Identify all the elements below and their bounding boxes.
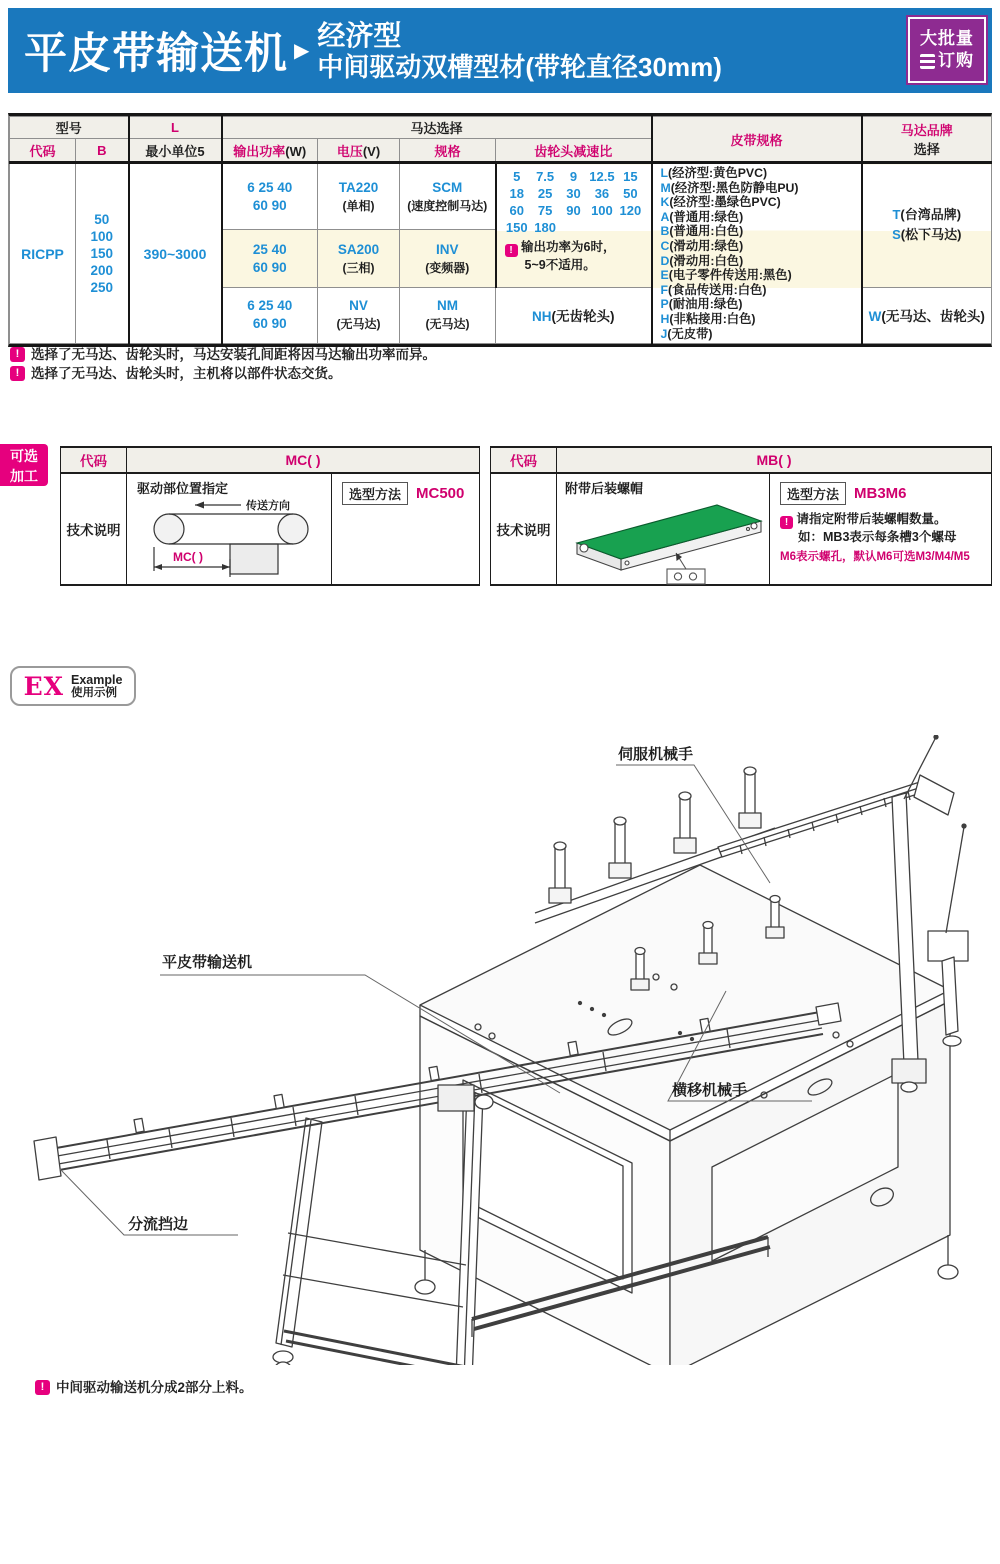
col-header-model: 型号 bbox=[10, 117, 129, 139]
mb-belt-drawing bbox=[565, 497, 769, 585]
page-subtitle bbox=[317, 20, 721, 82]
cell-power-r3: 6 25 40 60 90 bbox=[222, 287, 318, 343]
page-header-banner bbox=[8, 8, 992, 93]
subtitle-desc: 中间驱动双槽型材(带轮直径30mm) bbox=[317, 51, 722, 82]
order-list-icon bbox=[920, 54, 935, 69]
optional-processing-badge: 可选 加工 bbox=[0, 444, 48, 486]
cell-brand-w: W(无马达、齿轮头) bbox=[862, 287, 992, 343]
mc-method-label: 选型方法 bbox=[342, 482, 408, 505]
cell-brand-ts: T(台湾品牌) S(松下马达) bbox=[862, 163, 992, 288]
bulk-order-line1: 大批量 bbox=[920, 29, 974, 48]
spec-table bbox=[8, 113, 992, 347]
note-2: ! 选择了无马达、齿轮头时，主机将以部件状态交货。 bbox=[10, 364, 436, 383]
col-header-l-sub: 最小单位5 bbox=[129, 139, 222, 163]
mc-dim-label: MC( ) bbox=[173, 550, 203, 564]
mb-illustration bbox=[557, 474, 770, 584]
bottom-note: ! 中间驱动输送机分成2部分上料。 bbox=[35, 1378, 253, 1397]
cell-gear-nh: NH(无齿轮头) bbox=[496, 287, 652, 343]
label-servo-robot: 伺服机械手 bbox=[618, 746, 694, 763]
example-diagram bbox=[20, 735, 980, 1370]
cell-voltage-r1: TA220 (单相) bbox=[318, 163, 400, 230]
cell-power-r2: 25 40 60 90 bbox=[222, 230, 318, 287]
mc-code-value: MC( ) bbox=[285, 452, 321, 468]
mc-drive-position-drawing bbox=[137, 497, 333, 583]
bulk-order-line2: 订购 bbox=[938, 51, 974, 70]
note-icon: ! bbox=[505, 244, 518, 257]
col-header-output-power: 输出功率(W) bbox=[222, 139, 318, 163]
cell-b-values: 50 100 150 200 250 bbox=[76, 163, 129, 344]
subtitle-type: 经济型 bbox=[317, 19, 402, 51]
bulk-order-badge bbox=[908, 17, 986, 83]
mc-method-cell bbox=[332, 474, 479, 584]
cell-voltage-r3: NV (无马达) bbox=[318, 287, 400, 343]
mc-direction-label: 传送方向 bbox=[246, 500, 290, 512]
cell-spec-r2: INV (变频器) bbox=[400, 230, 496, 287]
mb-method-label: 选型方法 bbox=[780, 482, 846, 505]
note-icon: ! bbox=[10, 347, 25, 362]
label-diverter-guide: 分流挡边 bbox=[128, 1216, 189, 1233]
note-icon: ! bbox=[35, 1380, 50, 1395]
mb-caption: 附带后装螺帽 bbox=[565, 481, 644, 496]
note-icon: ! bbox=[780, 516, 793, 529]
example-badge bbox=[10, 666, 136, 706]
cell-code-value: RICPP bbox=[10, 163, 76, 344]
mb-tech-label: 技术说明 bbox=[491, 474, 557, 584]
mc-method-value: MC500 bbox=[416, 485, 465, 502]
mb-code-label: 代码 bbox=[491, 448, 557, 472]
cell-l-value: 390~3000 bbox=[129, 163, 222, 344]
col-header-belt-spec: 皮带规格 bbox=[652, 117, 862, 163]
mb-method-value: MB3M6 bbox=[854, 485, 907, 502]
col-header-b: B bbox=[76, 139, 129, 163]
col-header-code: 代码 bbox=[10, 139, 76, 163]
mc-tech-label: 技术说明 bbox=[61, 474, 127, 584]
col-header-spec: 规格 bbox=[400, 139, 496, 163]
label-traverse-robot: 横移机械手 bbox=[672, 1082, 748, 1099]
mc-option-table bbox=[60, 446, 480, 586]
cell-belt-options: L(经济型:黄色PVC) M(经济型:黑色防静电PU) K(经济型:墨绿色PVC) A(普通用:绿色) B(普通用:白色) C(滑动用:绿色) D(滑动用:白色) E(电子零件传送用:黑色) F(食品传送用:白色) P(耐油用:绿色) H(非粘接用:白色) J(无皮带) bbox=[652, 163, 862, 344]
note-1: ! 选择了无马达、齿轮头时，马达安装孔间距将因马达输出功率而异。 bbox=[10, 345, 436, 364]
mc-code-label: 代码 bbox=[61, 448, 127, 472]
col-header-motor-select: 马达选择 bbox=[222, 117, 652, 139]
col-header-motor-brand: 马达品牌 选择 bbox=[862, 117, 992, 163]
cell-voltage-r2: SA200 (三相) bbox=[318, 230, 400, 287]
mb-note: ! 请指定附带后装螺帽数量。 如：MB3表示每条槽3个螺母 bbox=[780, 511, 985, 546]
cell-gear-ratios: 5 7.5 9 12.5 15 18 25 30 36 50 60 75 90 100 120 150 180 ! 输出功率为6时， 5~9不适用。 bbox=[496, 163, 652, 288]
mb-option-table bbox=[490, 446, 992, 586]
mc-caption: 驱动部位置指定 bbox=[137, 481, 229, 496]
mb-note-magenta: M6表示螺孔，默认M6可选M3/M4/M5 bbox=[780, 551, 970, 563]
ex-label: EX bbox=[23, 671, 65, 701]
note-icon: ! bbox=[10, 366, 25, 381]
cell-spec-r3: NM (无马达) bbox=[400, 287, 496, 343]
ex-en: Example bbox=[71, 672, 123, 687]
label-flat-belt-conveyor: 平皮带输送机 bbox=[162, 954, 253, 971]
cell-spec-r1: SCM (速度控制马达) bbox=[400, 163, 496, 230]
mb-code-value: MB( ) bbox=[756, 452, 792, 468]
ex-zh: 使用示例 bbox=[71, 686, 118, 699]
col-header-voltage: 电压(V) bbox=[318, 139, 400, 163]
col-header-l: L bbox=[129, 117, 222, 139]
col-header-gear-ratio: 齿轮头减速比 bbox=[496, 139, 652, 163]
cell-power-r1: 6 25 40 60 90 bbox=[222, 163, 318, 230]
mb-method-cell bbox=[770, 474, 991, 584]
mc-illustration bbox=[127, 474, 332, 584]
page-title: 平皮带输送机 bbox=[24, 30, 288, 78]
arrow-right-icon: ▶ bbox=[294, 40, 310, 62]
table-notes bbox=[10, 345, 436, 383]
gear-ratio-note: ! 输出功率为6时， 5~9不适用。 bbox=[497, 236, 651, 273]
